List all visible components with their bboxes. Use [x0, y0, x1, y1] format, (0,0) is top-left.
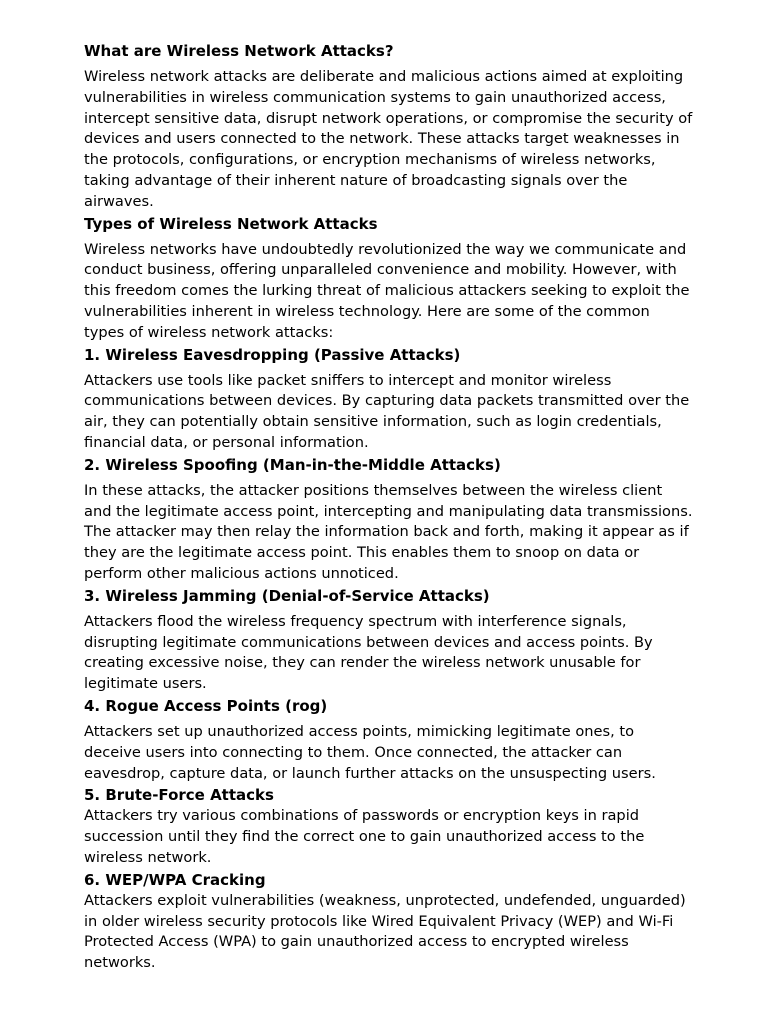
section-heading-brute-force: 5. Brute-Force Attacks [84, 786, 274, 805]
section-body-rogue-access-points: Attackers set up unauthorized access points, mimicking legitimate ones, to deceive users into connecting to them. Once connected, the attacker can eavesdrop, capture data, or launch further attacks on the unsuspecting users. [84, 722, 656, 782]
section-heading-jamming: 3. Wireless Jamming (Denial-of-Service Attacks) [84, 586, 490, 605]
section-heading-rogue-access-points: 4. Rogue Access Points (rog) [84, 696, 328, 715]
section-heading-eavesdropping: 1. Wireless Eavesdropping (Passive Attacks) [84, 345, 461, 364]
section-heading-wep-wpa-cracking: 6. WEP/WPA Cracking [84, 870, 266, 889]
types-intro-paragraph: Wireless networks have undoubtedly revolutionized the way we communicate and conduct business, offering unparalleled convenience and mobility. However, with this freedom comes the lurking threat of malicious attackers seeking to exploit the vulnerabilities inherent in wireless technology. Here are some of the common types of wireless network attacks: [84, 240, 690, 341]
document-title: What are Wireless Network Attacks? [84, 42, 394, 60]
section-body-jamming: Attackers flood the wireless frequency spectrum with interference signals, disrupting legitimate communications between devices and access points. By creating excessive noise, they can render the wireless network unusable for legitimate users. [84, 612, 653, 693]
section-body-brute-force: Attackers try various combinations of passwords or encryption keys in rapid succession until they find the correct one to gain unauthorized access to the wireless network. [84, 807, 645, 866]
section-heading-spoofing: 2. Wireless Spoofing (Man-in-the-Middle Attacks) [84, 455, 501, 474]
section-body-wep-wpa-cracking: Attackers exploit vulnerabilities (weakness, unprotected, undefended, unguarded) in older wireless security protocols like Wired Equivalent Privacy (WEP) and Wi-Fi Protected Access (WPA) to gain unauthorized access to encrypted wireless networks. [84, 891, 686, 972]
section-body-eavesdropping: Attackers use tools like packet sniffers to intercept and monitor wireless communications between devices. By capturing data packets transmitted over the air, they can potentially obtain sensitive information, such as login credentials, financial data, or personal information. [84, 371, 690, 451]
section-body-spoofing: In these attacks, the attacker positions themselves between the wireless client and the legitimate access point, intercepting and manipulating data transmissions. The attacker may then relay the information back and forth, making it appear as if they are the legitimate access point. This enables them to snoop on data or perform other malicious actions unnoticed. [84, 481, 693, 582]
section-heading-types: Types of Wireless Network Attacks [84, 214, 378, 233]
document-page [84, 40, 694, 974]
intro-paragraph: Wireless network attacks are deliberate and malicious actions aimed at exploiting vulnerabilities in wireless communication systems to gain unauthorized access, intercept sensitive data, disrupt network operations, or compromise the security of devices and users connected to the network. These attacks target weaknesses in the protocols, configurations, or encryption mechanisms of wireless networks, taking advantage of their inherent nature of broadcasting signals over the airwaves. [84, 68, 693, 210]
